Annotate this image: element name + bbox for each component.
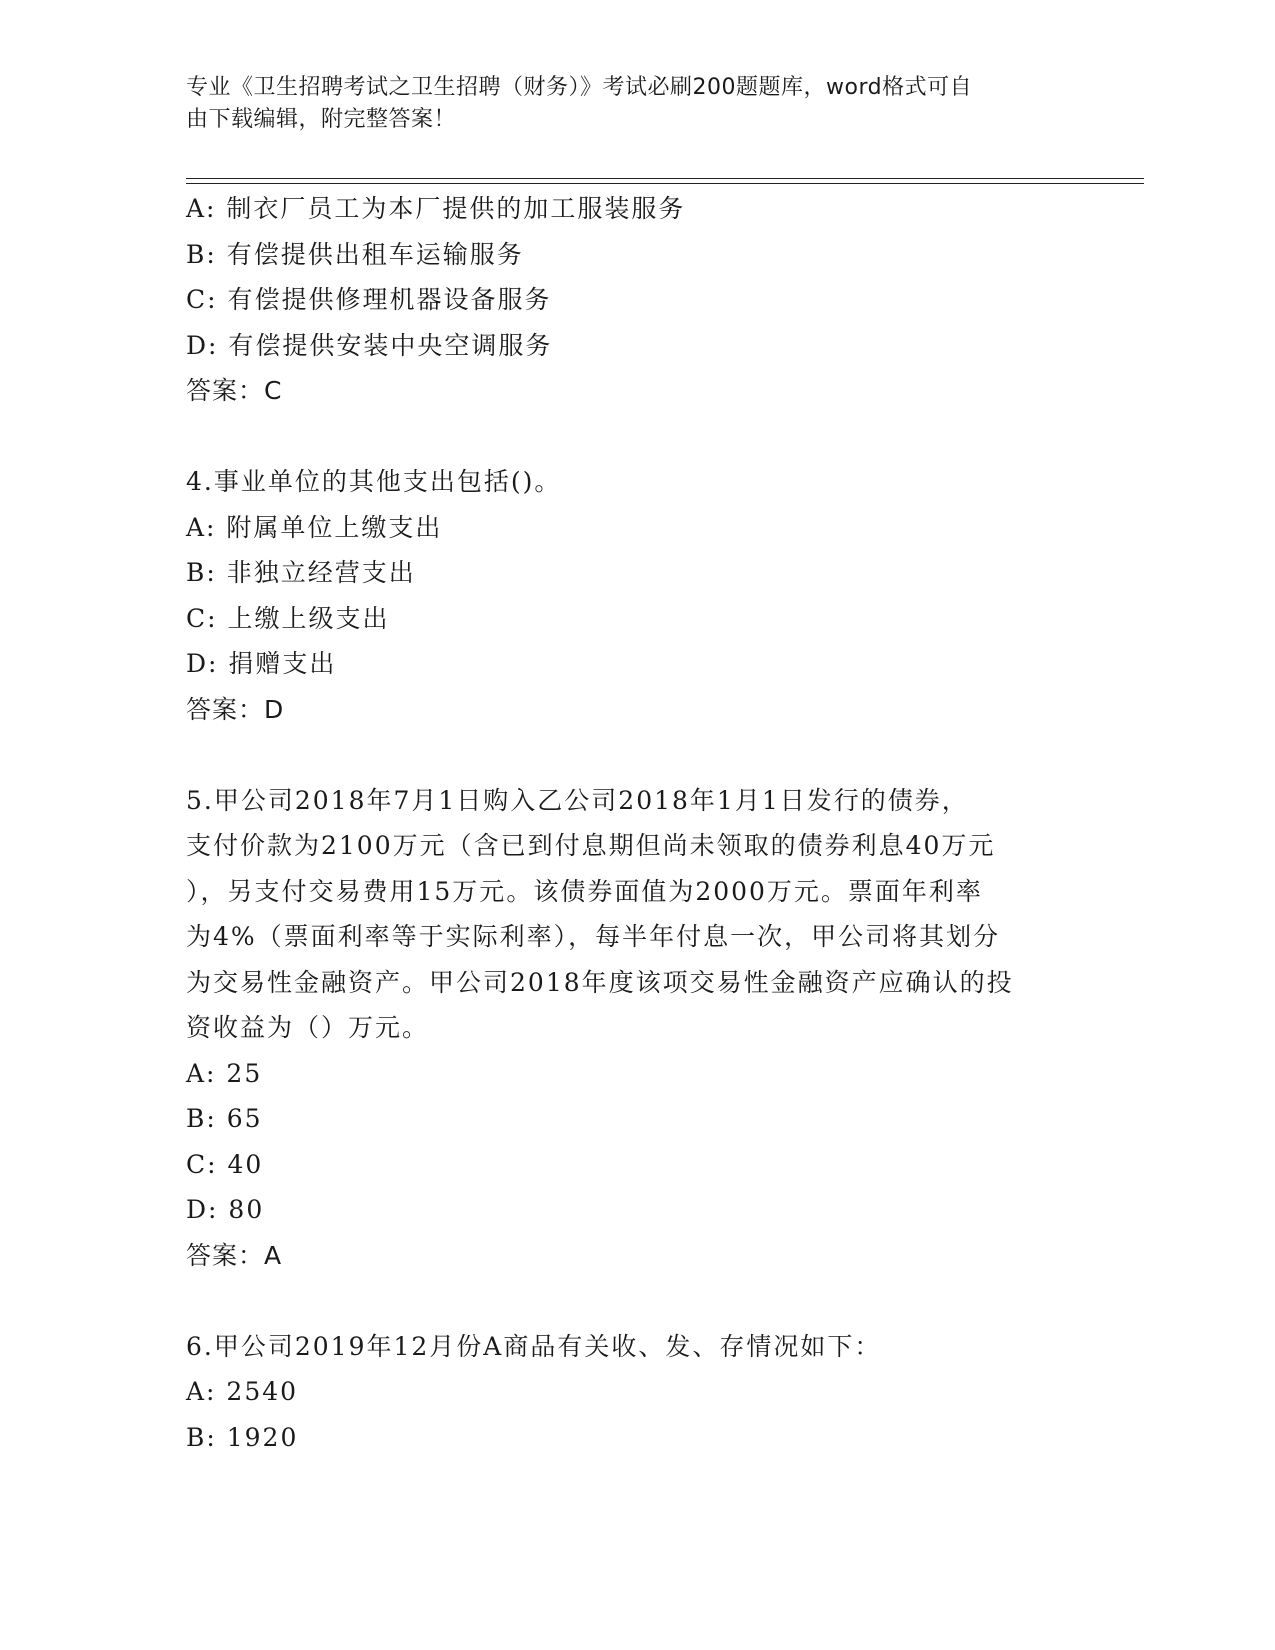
option-a: A: 制衣厂员工为本厂提供的加工服装服务 [186,194,686,223]
document-header [186,72,1066,136]
option-d: D: 捐赠支出 [186,649,337,678]
header-rule-top [186,178,1144,179]
option-c: C: 40 [186,1149,264,1179]
header-line-1: 专业《卫生招聘考试之卫生招聘（财务）》考试必刷200题题库，word格式可自 [186,75,973,100]
question-5 [186,778,1066,1279]
option-b: B: 有偿提供出租车运输服务 [186,239,524,269]
question-4 [186,459,1066,732]
spacer [186,1278,1066,1324]
spacer [186,732,1066,778]
question-stem-line: 为交易性金融资产。甲公司2018年度该项交易性金融资产应确认的投 [186,967,1014,997]
spacer [186,414,1066,460]
question-stem-line: 资收益为（）万元。 [186,1013,430,1042]
question-stem-line: 为4%（票面利率等于实际利率），每半年付息一次，甲公司将其划分 [186,922,1001,951]
question-stem: 6.甲公司2019年12月份A商品有关收、发、存情况如下： [186,1331,882,1361]
option-b: B: 1920 [186,1422,299,1452]
question-6 [186,1324,1066,1461]
question-stem: 4.事业单位的其他支出包括()。 [186,467,562,496]
header-line-2: 由下载编辑，附完整答案！ [186,107,457,132]
option-d: D: 有偿提供安装中央空调服务 [186,330,553,360]
option-a: A: 附属单位上缴支出 [186,512,443,542]
question-content [186,186,1066,1460]
header-rule-bottom [186,183,1144,184]
question-stem-line: 支付价款为2100万元（含已到付息期但尚未领取的债券利息40万元 [186,831,996,860]
answer: 答案：D [186,694,285,724]
option-c: C: 有偿提供修理机器设备服务 [186,285,552,314]
option-b: B: 非独立经营支出 [186,558,416,587]
answer: 答案：A [186,1240,283,1270]
question-stem-line: ），另支付交易费用15万元。该债券面值为2000万元。票面年利率 [186,876,983,906]
option-b: B: 65 [186,1104,263,1133]
option-a: A: 25 [186,1058,263,1088]
option-d: D: 80 [186,1195,265,1224]
option-c: C: 上缴上级支出 [186,603,390,633]
option-a: A: 2540 [186,1377,299,1406]
question-3 [186,186,1066,414]
answer: 答案：C [186,376,283,405]
question-stem-line: 5.甲公司2018年7月1日购入乙公司2018年1月1日发行的债券， [186,785,969,815]
